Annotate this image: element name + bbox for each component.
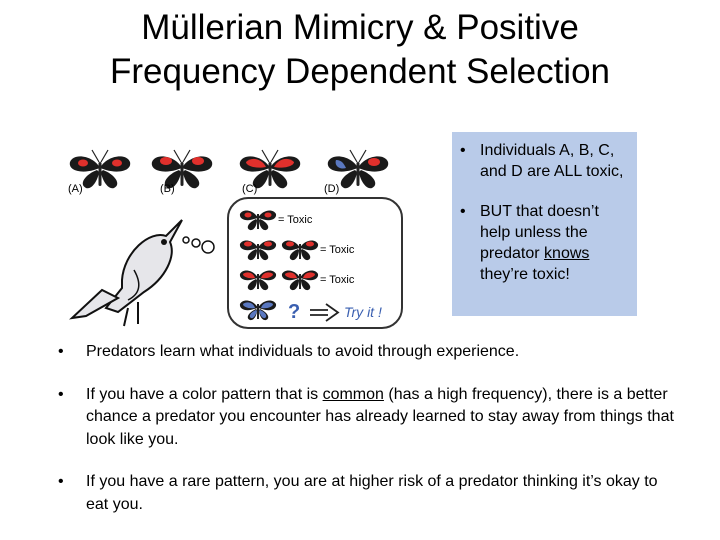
title-line-1: Müllerian Mimicry & Positive [141, 8, 579, 47]
label-a: (A) [68, 183, 83, 195]
slide-title [0, 6, 720, 94]
body-item-2-underlined: common [322, 385, 384, 403]
body-bullets [58, 341, 683, 536]
body-item-1 [58, 341, 683, 364]
question-mark: ? [288, 301, 301, 323]
thought-bubble-small [183, 237, 189, 243]
thought-bubble-large [202, 241, 214, 253]
label-c: (C) [242, 183, 258, 195]
thought-label-3: = Toxic [320, 274, 355, 286]
body-item-1-text: Predators learn what individuals to avoid through experience. [86, 343, 520, 360]
title-line-2: Frequency Dependent Selection [109, 52, 611, 91]
thought-label-2: = Toxic [320, 244, 355, 256]
label-d: (D) [324, 183, 340, 195]
body-item-2-text-post: (has a high frequency), there is a better chance a predator you encounter has already learned to stay away from things that look like you. [86, 385, 674, 448]
body-item-2-text-pre: If you have a color pattern that is [86, 385, 323, 403]
body-item-2 [58, 384, 683, 452]
label-b: (B) [160, 183, 175, 195]
bullet: • [460, 203, 466, 220]
callout-item-2-underlined: knows [544, 245, 590, 262]
mimicry-illustration-svg [62, 130, 442, 330]
callout-item-2-text-post: they’re toxic! [480, 266, 570, 283]
bullet: • [58, 385, 64, 403]
bullet: • [58, 473, 64, 490]
callout-item-2 [460, 201, 627, 285]
thought-bubble-medium [192, 239, 200, 247]
thought-label-1: = Toxic [278, 214, 313, 226]
body-item-3 [58, 471, 683, 516]
callout-item-2-text-pre: BUT that doesn’t help unless the predator [480, 203, 599, 262]
callout-item-1 [460, 140, 627, 182]
bullet: • [58, 343, 64, 360]
callout-item-1-text: Individuals A, B, C, and D are ALL toxic, [480, 142, 624, 180]
mimicry-illustration [62, 130, 442, 330]
body-item-3-text: If you have a rare pattern, you are at higher risk of a predator thinking it’s okay to eat you. [86, 473, 658, 513]
callout-box [452, 132, 637, 316]
try-it-text: Try it ! [344, 304, 382, 320]
bullet: • [460, 142, 466, 159]
bird-predator-icon [72, 220, 182, 326]
